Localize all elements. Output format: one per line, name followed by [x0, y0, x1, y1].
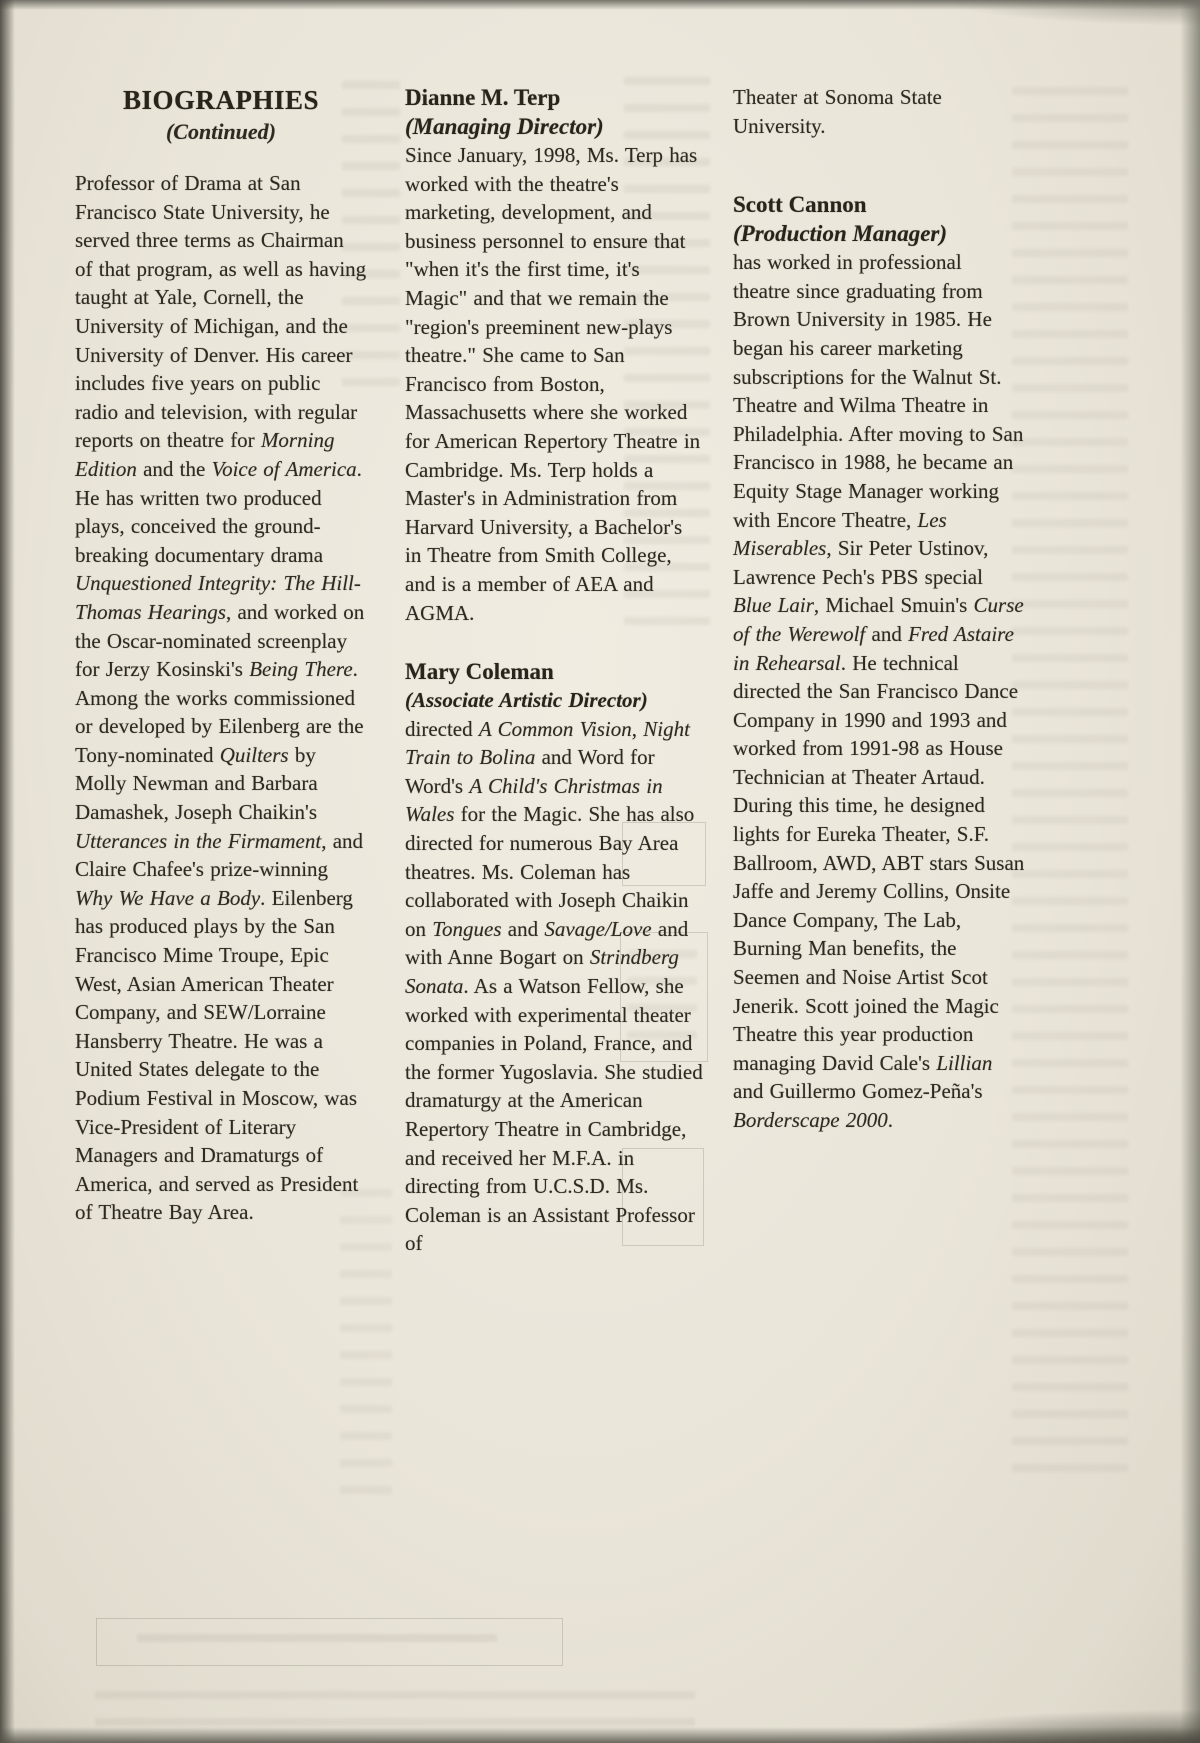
column-left — [75, 85, 367, 1227]
column-middle — [405, 83, 703, 1258]
bio-cannon-name: Scott Cannon — [733, 192, 867, 218]
show-through-artifact — [1012, 78, 1128, 1478]
bio-cannon-role: (Production Manager) — [733, 221, 948, 247]
show-through-artifact — [340, 1180, 392, 1510]
column-right — [733, 83, 1025, 1135]
bio-cannon — [733, 190, 1025, 1134]
bio-terp-role: (Managing Director) — [405, 114, 604, 139]
bio-terp-name: Dianne M. Terp — [405, 85, 561, 110]
bio-terp-text: Since January, 1998, Ms. Terp has worked with the theatre's marketing, development, and business personnel to ensure that "when it's the first time, it's Magic" and that we remain the "region's preeminent new-plays theatre." She came to San Francisco from Boston, Massachusetts where she worked for American Repertory Theatre in Cambridge. Ms. Terp holds a Master's in Administration from Harvard University, a Bachelor's in Theatre from Smith College, and is a member of AEA and AGMA. — [405, 143, 701, 625]
page-subtitle: (Continued) — [165, 119, 277, 144]
show-through-box — [96, 1618, 563, 1666]
bio-coleman-text: (Associate Artistic Director) directed A Common Vision, Night Train to Bolina and Word for Word's A Child's Christmas in Wales for the Magic. She has also directed for numerous Bay Area theatres. Ms. Coleman has collaborated with Joseph Chaikin on Tongues and Savage/Love and with Anne Bogart on Strindberg Sonata. As a Watson Fellow, she worked with experimental theater companies in Poland, France, and the former Yugoslavia. She studied dramaturgy at the American Repertory Theatre in Cambridge, and received her M.F.A. in directing from U.C.S.D. Ms. Coleman is an Assistant Professor of — [405, 688, 703, 1256]
bio-coleman — [405, 657, 703, 1258]
scan-edge-left — [0, 0, 15, 1743]
bio-eilenberg-continued-text: Professor of Drama at San Francisco State University, he served three terms as Chairman of that program, as well as having taught at Yale, Cornell, the University of Michigan, and the University of Denver. His career includes five years on public radio and television, with regular reports on theatre for Morning Edition and the Voice of America. He has written two produced plays, conceived the ground-breaking documentary drama Unquestioned Integrity: The Hill-Thomas Hearings, and worked on the Oscar-nominated screenplay for Jerzy Kosinski's Being There. Among the works commissioned or developed by Eilenberg are the Tony-nominated Quilters by Molly Newman and Barbara Damashek, Joseph Chaikin's Utterances in the Firmament, and Claire Chafee's prize-winning Why We Have a Body. Eilenberg has produced plays by the San Francisco Mime Troupe, Epic West, Asian American Theater Company, and SEW/Lorraine Hansberry Theatre. He was a United States delegate to the Podium Festival in Moscow, was Vice-President of Literary Managers and Dramaturgs of America, and served as President of Theatre Bay Area. — [75, 171, 367, 1225]
scan-edge-top — [0, 0, 1200, 10]
bio-terp — [405, 83, 703, 627]
show-through-artifact — [95, 1682, 695, 1732]
scan-edge-corner — [940, 0, 1200, 26]
page-title: BIOGRAPHIES — [122, 85, 320, 115]
bio-coleman-name: Mary Coleman — [405, 659, 554, 685]
scan-edge-right — [1180, 0, 1200, 1743]
scan-edge-bottom — [0, 1727, 1200, 1743]
bio-cannon-text: has worked in professional theatre since graduating from Brown University in 1985. He began his career marketing subscriptions for the Walnut St. Theatre and Wilma Theatre in Philadelphia. After moving to San Francisco in 1988, he became an Equity Stage Manager working with Encore Theatre, Les Miserables, Sir Peter Ustinov, Lawrence Pech's PBS special Blue Lair, Michael Smuin's Curse of the Werewolf and Fred Astaire in Rehearsal. He technical directed the San Francisco Dance Company in 1990 and 1993 and worked from 1991-98 as House Technician at Theater Artaud. During this time, he designed lights for Eureka Theater, S.F. Ballroom, AWD, ABT stars Susan Jaffe and Jeremy Collins, Onsite Dance Company, The Lab, Burning Man benefits, the Seemen and Noise Artist Scot Jenerik. Scott joined the Magic Theatre this year production managing David Cale's Lillian and Guillermo Gomez-Peña's Borderscape 2000. — [733, 250, 1025, 1132]
scan-edge-corner — [860, 1709, 1200, 1743]
bio-coleman-continued-text: Theater at Sonoma State University. — [733, 85, 942, 138]
